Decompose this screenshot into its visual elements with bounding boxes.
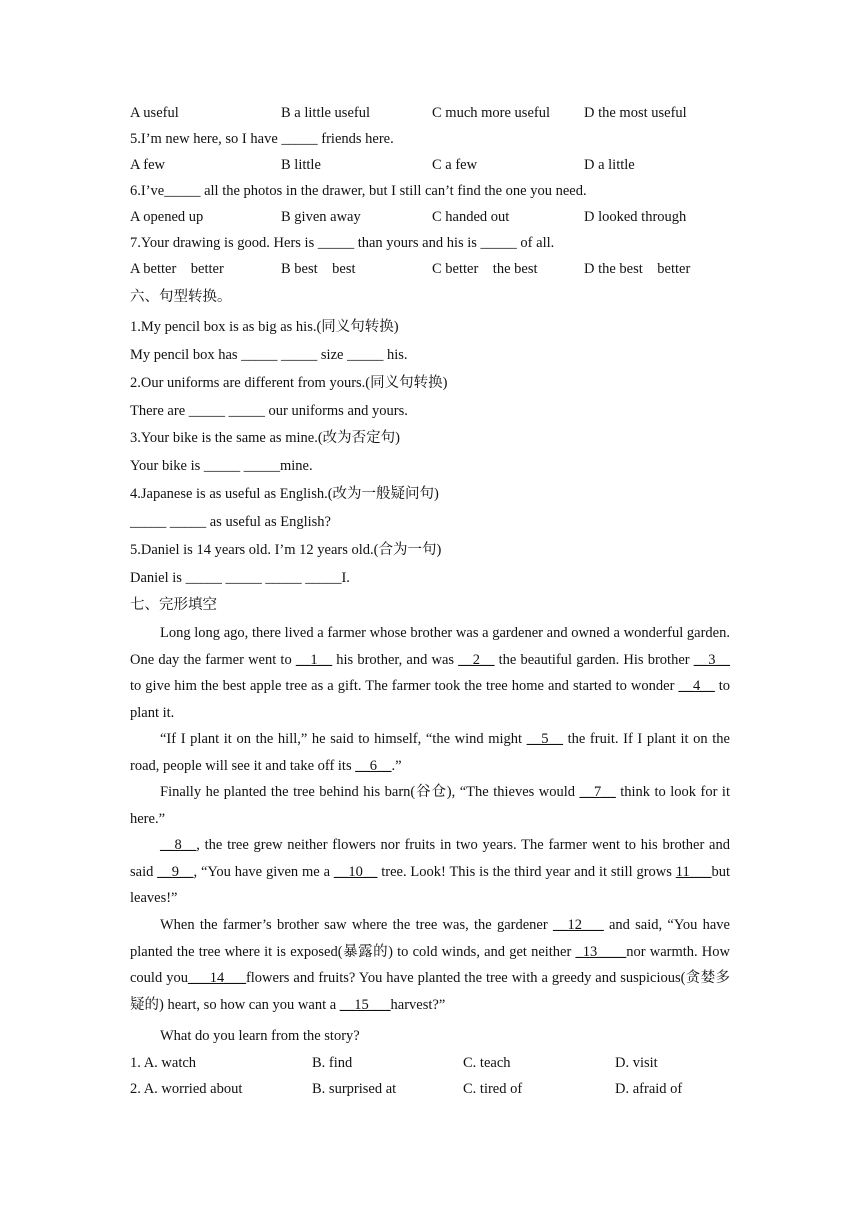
q5-stem: 5.I’m new here, so I have _____ friends here. xyxy=(130,131,394,147)
option-a: A better better xyxy=(130,261,224,277)
option-b: B best best xyxy=(281,261,356,277)
blank-6: __6__ xyxy=(355,757,392,774)
blank-10: __10__ xyxy=(333,863,378,880)
cloze-question-prompt: What do you learn from the story? xyxy=(160,1028,360,1044)
s6-question-2: 2.Our uniforms are different from yours.(同义句转换) xyxy=(130,375,448,391)
s6-answer-3: Your bike is _____ _____mine. xyxy=(130,458,313,474)
option-d: D a little xyxy=(584,157,635,173)
s6-answer-5: Daniel is _____ _____ _____ _____I. xyxy=(130,570,350,586)
blank-13: _13____ xyxy=(575,943,627,960)
blank-8: __8__ xyxy=(160,837,197,853)
blank-4: __4__ xyxy=(678,678,715,694)
option-b: B. find xyxy=(312,1055,353,1071)
blank-2: __2__ xyxy=(458,651,495,668)
blank-12: __12___ xyxy=(552,917,604,933)
option-c: C handed out xyxy=(432,209,510,225)
blank-9: __9__ xyxy=(157,863,194,880)
option-d: D the best better xyxy=(584,261,691,277)
blank-5: __5__ xyxy=(526,731,563,747)
cloze-paragraph-4: __8__, the tree grew neither flowers nor fruits in two years. The farmer went to his brother and said __9__, “You have given me a __10__ tree. Look! This is the third year and it still grows 11___but leaves!” xyxy=(130,837,731,906)
option-d: D looked through xyxy=(584,209,687,225)
option-a: 2. A. worried about xyxy=(130,1081,243,1097)
s6-question-3: 3.Your bike is the same as mine.(改为否定句) xyxy=(130,430,400,446)
cloze-paragraph-1: Long long ago, there lived a farmer whose brother was a gardener and owned a wonderful garden. One day the farmer went to __1__ his brother, and was __2__ the beautiful garden. His brother __3__ to give him the best apple tree as a gift. The farmer took the tree home and started to wonder __4__ to plant it. xyxy=(130,625,731,721)
blank-3: __3__ xyxy=(693,651,730,668)
q6-stem: 6.I’ve_____ all the photos in the drawer, but I still can’t find the one you need. xyxy=(130,183,587,199)
s6-question-5: 5.Daniel is 14 years old. I’m 12 years old.(合为一句) xyxy=(130,542,442,558)
section6-heading: 六、句型转换。 xyxy=(130,289,232,305)
blank-11: 11___ xyxy=(675,863,712,880)
blank-7: __7__ xyxy=(579,784,616,800)
option-d: D the most useful xyxy=(584,105,687,121)
option-a: A few xyxy=(130,157,166,173)
cloze-paragraph-3: Finally he planted the tree behind his barn(谷仓), “The thieves would __7__ think to look for it here.” xyxy=(130,784,730,827)
s6-question-1: 1.My pencil box is as big as his.(同义句转换) xyxy=(130,319,399,335)
option-a: A useful xyxy=(130,105,179,121)
blank-14: ___14___ xyxy=(187,970,246,986)
option-d: D. visit xyxy=(615,1055,658,1071)
cloze-paragraph-2: “If I plant it on the hill,” he said to himself, “the wind might __5__ the fruit. If I plant it on the road, people will see it and take off its __6__.” xyxy=(130,731,730,774)
option-b: B given away xyxy=(281,209,361,225)
option-b: B little xyxy=(281,157,321,173)
blank-15: __15___ xyxy=(339,996,391,1013)
option-c: C. teach xyxy=(463,1055,511,1071)
option-b: B. surprised at xyxy=(312,1081,397,1097)
option-a: A opened up xyxy=(130,209,204,225)
s6-answer-4: _____ _____ as useful as English? xyxy=(130,514,331,530)
option-c: C much more useful xyxy=(432,105,550,121)
option-b: B a little useful xyxy=(281,105,370,121)
blank-1: __1__ xyxy=(295,651,333,668)
s6-answer-2: There are _____ _____ our uniforms and yours. xyxy=(130,403,408,419)
option-a: 1. A. watch xyxy=(130,1055,197,1071)
option-c: C. tired of xyxy=(463,1081,523,1097)
option-c: C a few xyxy=(432,157,478,173)
cloze-paragraph-5: When the farmer’s brother saw where the tree was, the gardener __12___ and said, “You have planted the tree where it is exposed(暴露的) to cold winds, and get neither _13____nor warmth. How could you___14___flowers and fruits? You have planted the tree with a greedy and suspicious(贪婪多疑的) heart, so how can you want a __15___harvest?” xyxy=(130,917,731,1013)
section7-heading: 七、完形填空 xyxy=(130,597,217,613)
option-d: D. afraid of xyxy=(615,1081,683,1097)
s6-answer-1: My pencil box has _____ _____ size _____ his. xyxy=(130,347,408,363)
q7-stem: 7.Your drawing is good. Hers is _____ than yours and his is _____ of all. xyxy=(130,235,555,251)
option-c: C better the best xyxy=(432,261,538,277)
s6-question-4: 4.Japanese is as useful as English.(改为一般疑问句) xyxy=(130,486,439,502)
